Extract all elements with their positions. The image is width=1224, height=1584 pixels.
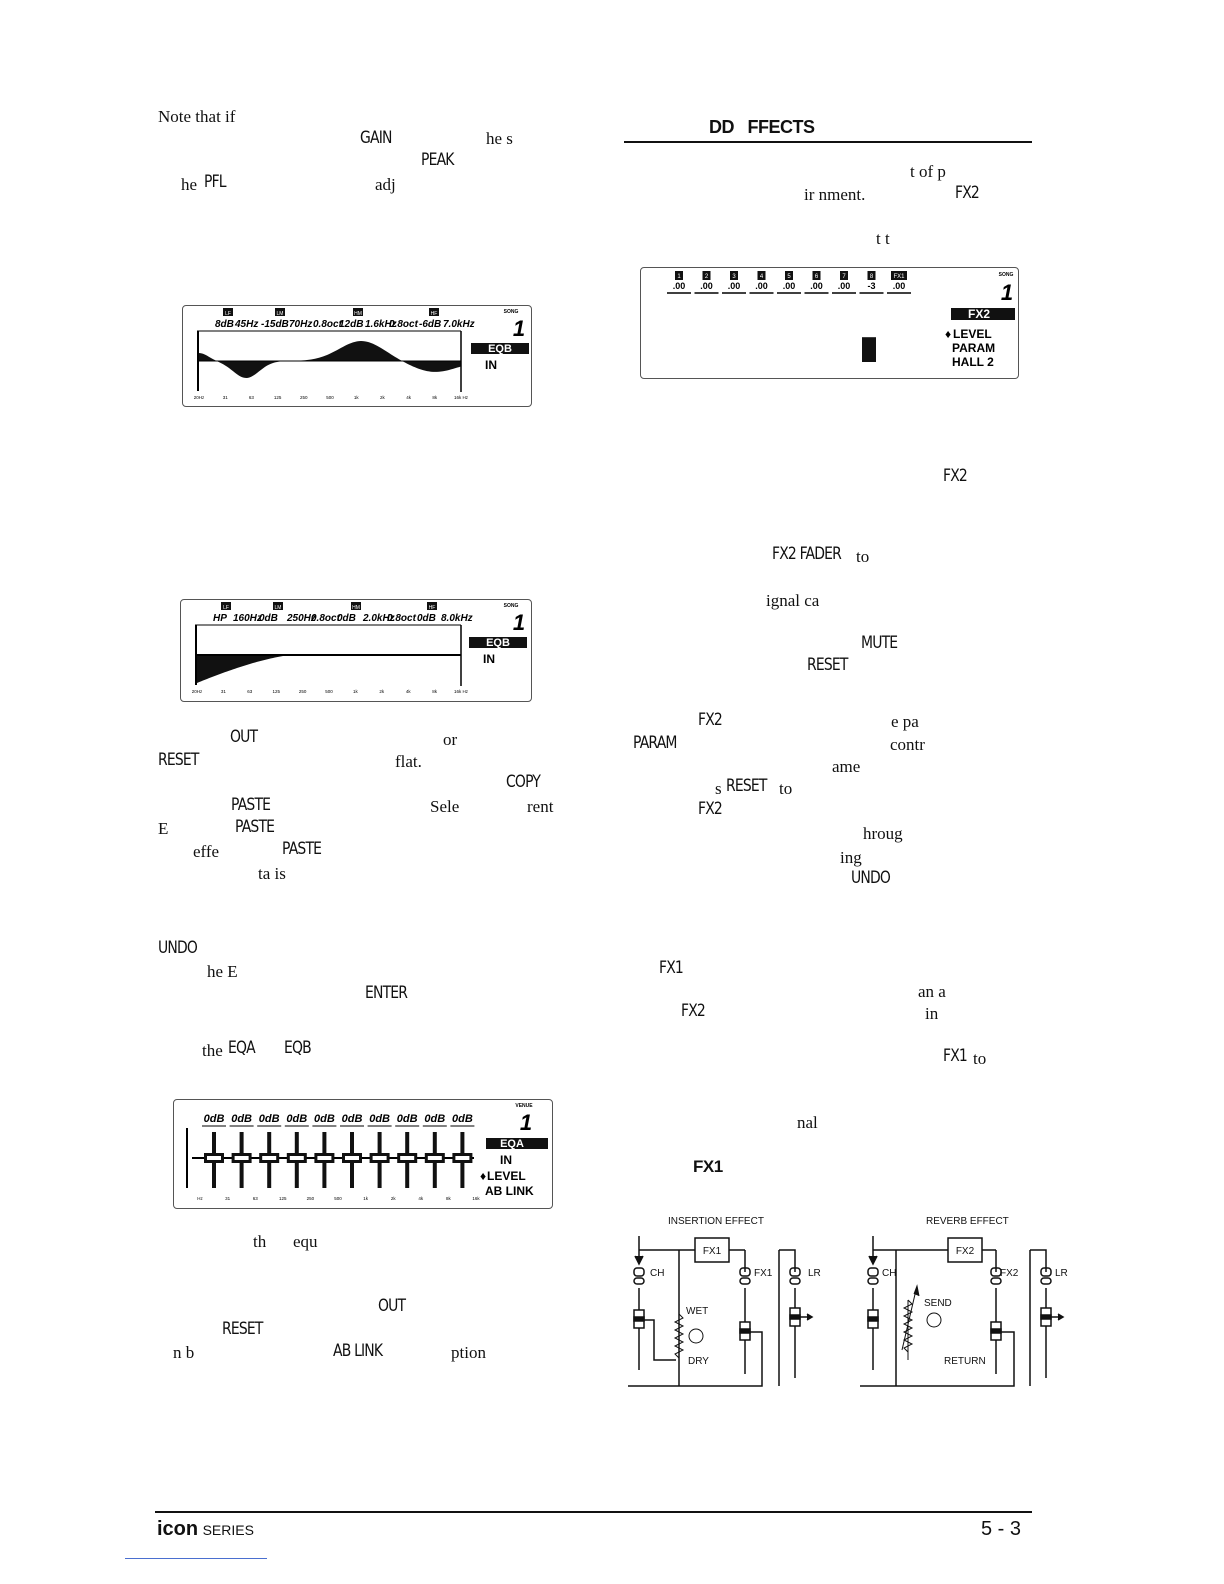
state-label: IN — [485, 358, 497, 372]
fx2-display — [641, 268, 1018, 378]
song-label: SONG — [503, 309, 519, 315]
channel-tag: 6 — [814, 274, 819, 280]
band-level: 0dB — [452, 1113, 473, 1125]
venue-label: VENUE — [515, 1103, 533, 1109]
fx-box-label: FX1 — [702, 1246, 722, 1257]
dry-label: DRY — [688, 1356, 709, 1367]
heading-rule — [624, 141, 1032, 143]
text-fragment: Sele — [430, 797, 460, 816]
send-label: SEND — [924, 1298, 952, 1309]
band-tag: HF — [430, 311, 438, 317]
freq-tick: 1k — [363, 1196, 368, 1201]
state-label: IN — [500, 1153, 512, 1167]
freq-tick: 250 — [306, 1196, 315, 1201]
eq-param: 8dB — [215, 319, 234, 330]
lr-label: LR — [808, 1268, 821, 1279]
channel-tag: 4 — [759, 274, 764, 280]
key-term: FX2 FADER — [772, 544, 841, 564]
eq-param: 8.0kHz — [441, 613, 473, 624]
band-level: 0dB — [424, 1113, 446, 1125]
freq-tick: 125 — [273, 395, 282, 400]
eq-param: 160Hz — [233, 613, 262, 624]
lcd-eqa-graphic — [173, 1099, 553, 1209]
key-term: PARAM — [633, 733, 677, 753]
text-fragment: rent — [527, 797, 554, 816]
footer-rule — [155, 1511, 1032, 1513]
text-fragment: or — [443, 730, 458, 749]
freq-tick: 63 — [248, 395, 254, 400]
text-fragment: adj — [375, 175, 396, 194]
key-term: PASTE — [231, 795, 271, 815]
key-term: FX1 — [659, 958, 683, 978]
menu-level: LEVEL — [487, 1169, 526, 1183]
text-fragment: t of p — [910, 162, 946, 181]
key-term: GAIN — [360, 128, 392, 148]
fader-cap-inner — [235, 1156, 249, 1160]
key-term: PFL — [204, 172, 226, 192]
fx-box-label: FX2 — [955, 1246, 975, 1257]
fader-cap-inner — [345, 1156, 359, 1160]
text-fragment: Note that if — [158, 107, 236, 126]
text-fragment: he s — [486, 129, 513, 148]
text-fragment: an a — [918, 982, 946, 1001]
freq-tick: Hz — [197, 1196, 203, 1201]
freq-tick: 2k — [390, 1196, 396, 1201]
band-tag: LF — [225, 311, 231, 317]
channel-value: .00 — [755, 281, 768, 291]
freq-tick: 63 — [247, 689, 253, 694]
eq-param: 2.0kHz — [363, 613, 395, 624]
menu-preset: HALL 2 — [952, 355, 994, 369]
wet-label: WET — [686, 1306, 709, 1317]
fx2-fader-bar — [862, 337, 876, 362]
band-tag: HM — [352, 605, 360, 611]
text-fragment: to — [973, 1049, 987, 1068]
text-fragment: effe — [193, 842, 220, 861]
channel-value: .00 — [782, 281, 796, 291]
band-tag: HF — [428, 605, 436, 611]
eq-param: 250Hz — [287, 613, 316, 624]
section-heading: DD FFECTS — [709, 117, 815, 137]
ch-label: CH — [650, 1268, 665, 1279]
band-level: 0dB — [286, 1113, 308, 1125]
ch-label: CH — [882, 1268, 897, 1279]
song-number: 1 — [1000, 280, 1014, 305]
channel-value: .00 — [700, 281, 713, 291]
band-tag: LM — [274, 605, 282, 611]
reverb-title: REVERB EFFECT — [926, 1216, 1009, 1227]
band-level: 0dB — [369, 1113, 390, 1125]
freq-tick: 31 — [222, 395, 228, 400]
text-fragment: to — [856, 547, 870, 566]
freq-tick: 63 — [252, 1196, 258, 1201]
freq-tick: 16k Hz — [453, 395, 469, 400]
band-level: 0dB — [203, 1113, 225, 1125]
menu-cursor: ♦ — [945, 327, 952, 341]
menu-cursor: ♦ — [480, 1169, 487, 1183]
key-term: UNDO — [851, 868, 891, 888]
fader-cap-inner — [373, 1156, 387, 1160]
key-term: RESET — [726, 776, 767, 796]
channel-value: .00 — [727, 281, 741, 291]
fader-cap-inner — [290, 1156, 304, 1160]
song-label: SONG — [998, 272, 1014, 278]
eq-param: 12dB — [339, 319, 364, 330]
freq-tick: 16k — [472, 1196, 480, 1201]
freq-tick: 125 — [279, 1196, 287, 1201]
key-term: PASTE — [282, 839, 322, 859]
channel-tag: 3 — [732, 274, 736, 280]
routing-diagrams — [624, 1210, 1084, 1400]
eq-param: 0.8oct — [313, 319, 342, 330]
freq-tick: 31 — [220, 689, 226, 694]
key-term: PASTE — [235, 817, 275, 837]
eq-param: -6dB — [419, 319, 442, 330]
menu-ab-link: AB LINK — [485, 1184, 534, 1198]
freq-tick: 125 — [272, 689, 280, 694]
footer-link-underline — [125, 1558, 267, 1559]
channel-value: -3 — [867, 281, 876, 291]
text-fragment: nal — [797, 1113, 818, 1132]
freq-tick: 1k — [353, 395, 359, 400]
key-term: RESET — [807, 655, 848, 675]
text-fragment: e pa — [891, 712, 919, 731]
eq-param: 45Hz — [235, 319, 259, 330]
eq-param: 0dB — [259, 613, 278, 624]
channel-tag: FX1 — [893, 274, 905, 280]
text-fragment: hroug — [863, 824, 903, 843]
eq-curve-fill — [199, 341, 461, 378]
freq-tick: 250 — [298, 689, 307, 694]
fader-cap-inner — [262, 1156, 276, 1160]
freq-tick: 4k — [406, 395, 411, 400]
subheading-fx1: FX1 — [693, 1157, 723, 1176]
freq-tick: 8k — [432, 689, 437, 694]
freq-tick: 8k — [432, 395, 438, 400]
text-fragment: ta is — [258, 864, 286, 883]
freq-tick: 4k — [405, 689, 411, 694]
key-term: RESET — [222, 1319, 263, 1339]
key-term: FX2 — [698, 710, 722, 730]
freq-tick: 500 — [325, 689, 333, 694]
eqb-highpass-display — [181, 600, 531, 701]
lcd-fx2 — [640, 267, 1019, 379]
key-term: EQB — [284, 1038, 311, 1058]
lcd-eqb-curve — [182, 305, 532, 407]
text-fragment: he — [181, 175, 198, 194]
text-fragment: n b — [173, 1343, 195, 1362]
band-tag: LM — [276, 311, 284, 317]
insertion-effect-diagram — [628, 1216, 821, 1386]
freq-tick: 31 — [225, 1196, 231, 1201]
channel-value: .00 — [892, 281, 906, 291]
freq-tick: 20Hz — [193, 395, 205, 400]
lr-label: LR — [1055, 1268, 1068, 1279]
brand-name: icon — [157, 1518, 199, 1540]
page-number: 5 - 3 — [981, 1518, 1022, 1540]
freq-tick: 16k Hz — [453, 689, 469, 694]
eqa-graphic-display — [174, 1100, 552, 1208]
menu-param: PARAM — [952, 341, 996, 355]
key-term: AB LINK — [333, 1341, 383, 1361]
lcd-eqb-highpass — [180, 599, 532, 702]
freq-tick: 4k — [418, 1196, 424, 1201]
text-fragment: contr — [890, 735, 925, 754]
key-term: COPY — [506, 772, 541, 792]
eqb-curve-display — [183, 306, 531, 406]
text-fragment: ption — [451, 1343, 486, 1362]
text-fragment: he E — [207, 962, 238, 981]
fx-label: FX1 — [754, 1268, 773, 1279]
band-tag: HM — [354, 311, 362, 317]
text-fragment: equ — [293, 1232, 318, 1251]
key-term: ENTER — [365, 983, 408, 1003]
eq-param: 7.0kHz — [443, 319, 475, 330]
band-level: 0dB — [341, 1113, 363, 1125]
channel-tag: 8 — [869, 274, 874, 280]
fader-cap-inner — [400, 1156, 414, 1160]
hp-curve-fill — [197, 655, 461, 683]
text-fragment: to — [779, 779, 793, 798]
text-fragment: E — [158, 819, 169, 838]
key-term: UNDO — [158, 938, 198, 958]
key-term: FX2 — [955, 183, 979, 203]
fx-label: FX2 — [1000, 1268, 1019, 1279]
key-term: OUT — [230, 727, 258, 747]
text-fragment: the — [202, 1041, 223, 1060]
brand-series: SERIES — [202, 1522, 254, 1538]
song-number: 1 — [512, 610, 526, 635]
channel-tag: 7 — [842, 274, 846, 280]
band-level: 0dB — [396, 1113, 418, 1125]
freq-tick: 20Hz — [191, 689, 203, 694]
venue-number: 1 — [519, 1110, 533, 1135]
text-fragment: t t — [876, 229, 890, 248]
text-fragment: s — [715, 779, 722, 798]
freq-tick: 2k — [380, 395, 385, 400]
channel-value: .00 — [672, 281, 686, 291]
channel-value: .00 — [837, 281, 851, 291]
channel-value: .00 — [810, 281, 823, 291]
freq-tick: 8k — [446, 1196, 451, 1201]
key-term: OUT — [378, 1296, 406, 1316]
text-fragment: flat. — [395, 752, 422, 771]
key-term: RESET — [158, 750, 199, 770]
key-term: FX1 — [943, 1046, 967, 1066]
channel-tag: 1 — [677, 274, 681, 280]
mode-label: EQB — [486, 637, 510, 649]
channel-tag: 5 — [787, 274, 791, 280]
eq-param: 0.8oct — [311, 613, 340, 624]
key-term: FX2 — [943, 466, 967, 486]
key-term: FX2 — [698, 799, 722, 819]
key-term: PEAK — [421, 150, 454, 170]
fader-cap-inner — [455, 1156, 469, 1160]
eq-param: 1.6kHz — [365, 319, 397, 330]
band-level: 0dB — [258, 1113, 280, 1125]
song-number: 1 — [512, 316, 526, 341]
text-fragment: ir nment. — [804, 185, 866, 204]
text-fragment: th — [253, 1232, 267, 1251]
fader-cap-inner — [317, 1156, 331, 1160]
mode-label: EQB — [488, 343, 512, 355]
insertion-title: INSERTION EFFECT — [668, 1216, 764, 1227]
eq-param: -15dB — [261, 319, 289, 330]
state-label: IN — [483, 652, 495, 666]
song-label: SONG — [503, 603, 519, 609]
channel-tag: 2 — [704, 274, 709, 280]
menu-level: LEVEL — [953, 327, 992, 341]
freq-tick: 250 — [300, 395, 308, 400]
band-level: 0dB — [314, 1113, 335, 1125]
mode-label: EQA — [500, 1138, 524, 1150]
eq-param: 0.8oct — [387, 613, 416, 624]
text-fragment: ame — [832, 757, 861, 776]
reverb-effect-diagram — [860, 1216, 1068, 1386]
text-fragment: ignal ca — [766, 591, 820, 610]
eq-param: 70Hz — [289, 319, 313, 330]
freq-tick: 500 — [334, 1196, 342, 1201]
key-term: MUTE — [861, 633, 898, 653]
footer-brand — [157, 1518, 254, 1541]
band-level: 0dB — [231, 1113, 252, 1125]
eq-param: 0.8oct — [389, 319, 418, 330]
eq-param: 0dB — [337, 613, 356, 624]
db-scale — [197, 331, 199, 391]
mode-label: FX2 — [967, 307, 991, 321]
return-label: RETURN — [944, 1356, 986, 1367]
eq-param: HP — [213, 613, 227, 624]
text-fragment: ing — [840, 848, 862, 867]
text-fragment: in — [925, 1004, 939, 1023]
freq-tick: 1k — [353, 689, 358, 694]
band-tag: LF — [223, 605, 229, 611]
key-term: FX2 — [681, 1001, 705, 1021]
fader-cap-inner — [207, 1156, 221, 1160]
eq-param: 0dB — [417, 613, 436, 624]
fader-cap-inner — [428, 1156, 442, 1160]
freq-tick: 500 — [326, 395, 334, 400]
freq-tick: 2k — [379, 689, 385, 694]
key-term: EQA — [228, 1038, 255, 1058]
